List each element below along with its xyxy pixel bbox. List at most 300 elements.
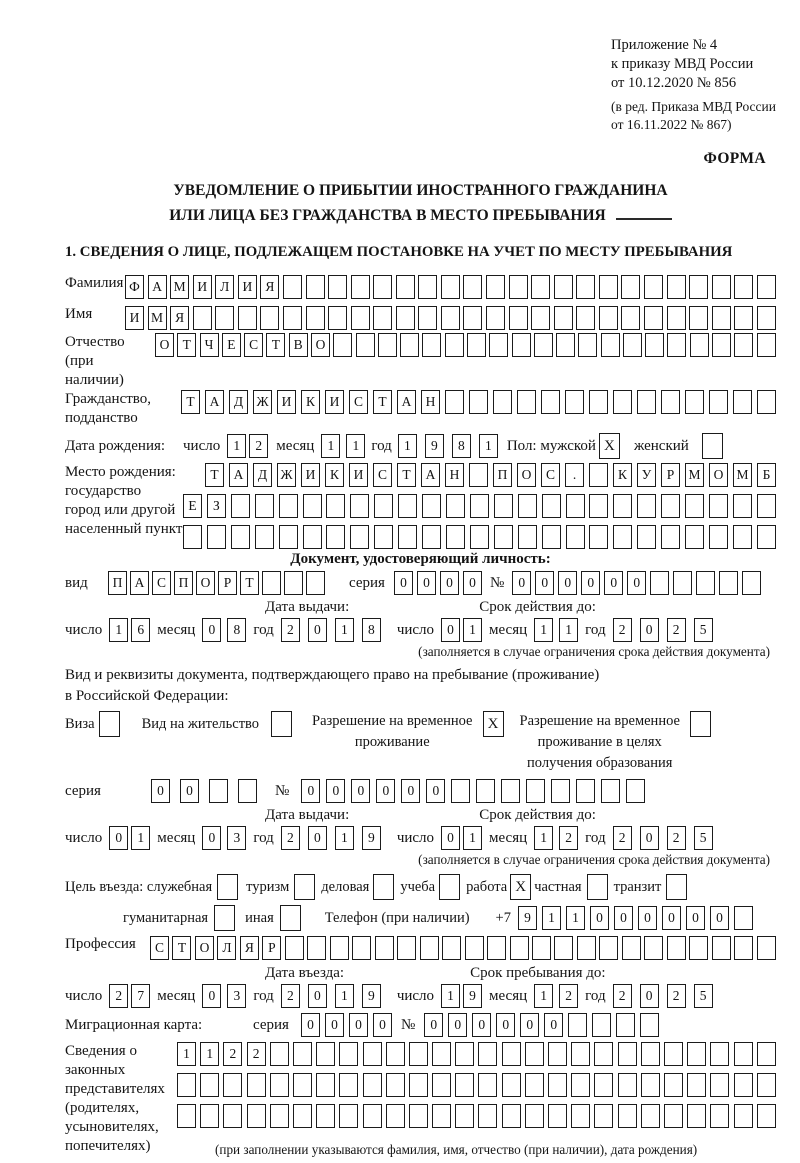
form-cell[interactable] xyxy=(757,1042,776,1066)
form-cell[interactable] xyxy=(667,936,686,960)
form-cell[interactable] xyxy=(650,571,669,595)
form-cell[interactable] xyxy=(526,779,545,803)
form-cell[interactable] xyxy=(565,390,584,414)
form-cell[interactable]: 1 xyxy=(534,826,553,850)
form-cell[interactable] xyxy=(548,1042,567,1066)
checkbox-cell[interactable] xyxy=(587,874,608,900)
purpose-official-checkbox[interactable] xyxy=(217,874,238,900)
form-cell[interactable]: 0 xyxy=(325,1013,344,1037)
form-cell[interactable]: 0 xyxy=(463,571,482,595)
form-cell[interactable] xyxy=(262,571,281,595)
form-cell[interactable]: 0 xyxy=(448,1013,467,1037)
form-cell[interactable]: 0 xyxy=(202,984,221,1008)
form-cell[interactable] xyxy=(330,936,349,960)
form-cell[interactable]: З xyxy=(207,494,226,518)
form-cell[interactable] xyxy=(641,1104,660,1128)
form-cell[interactable]: 2 xyxy=(281,984,300,1008)
form-cell[interactable]: С xyxy=(244,333,263,357)
checkbox-cell[interactable] xyxy=(271,711,292,737)
form-cell[interactable] xyxy=(398,494,417,518)
form-cell[interactable] xyxy=(512,333,531,357)
sex-male-checkbox[interactable] xyxy=(599,433,620,459)
form-cell[interactable]: 0 xyxy=(535,571,554,595)
form-cell[interactable] xyxy=(279,525,298,549)
form-cell[interactable] xyxy=(623,333,642,357)
form-cell[interactable] xyxy=(599,936,618,960)
form-cell[interactable]: Т xyxy=(172,936,191,960)
form-cell[interactable]: 0 xyxy=(326,779,345,803)
form-cell[interactable] xyxy=(446,525,465,549)
form-cell[interactable]: С xyxy=(150,936,169,960)
form-cell[interactable] xyxy=(626,779,645,803)
form-cell[interactable] xyxy=(279,494,298,518)
form-cell[interactable] xyxy=(465,936,484,960)
form-cell[interactable] xyxy=(589,525,608,549)
form-cell[interactable] xyxy=(571,1104,590,1128)
form-cell[interactable] xyxy=(486,306,505,330)
form-cell[interactable] xyxy=(613,390,632,414)
form-cell[interactable] xyxy=(589,390,608,414)
form-cell[interactable]: 0 xyxy=(401,779,420,803)
form-cell[interactable] xyxy=(576,779,595,803)
form-cell[interactable] xyxy=(641,1042,660,1066)
form-cell[interactable]: М xyxy=(685,463,704,487)
form-cell[interactable] xyxy=(306,275,325,299)
form-cell[interactable]: Я xyxy=(170,306,189,330)
form-cell[interactable] xyxy=(687,1073,706,1097)
form-cell[interactable]: 8 xyxy=(227,618,246,642)
form-cell[interactable] xyxy=(400,333,419,357)
form-cell[interactable] xyxy=(599,306,618,330)
form-cell[interactable]: 1 xyxy=(463,826,482,850)
form-cell[interactable]: А xyxy=(130,571,149,595)
form-cell[interactable] xyxy=(469,463,488,487)
form-cell[interactable]: 1 xyxy=(227,434,246,458)
form-cell[interactable]: 0 xyxy=(686,906,705,930)
form-cell[interactable] xyxy=(696,571,715,595)
form-cell[interactable]: 1 xyxy=(200,1042,219,1066)
form-cell[interactable] xyxy=(238,779,257,803)
form-cell[interactable]: Я xyxy=(260,275,279,299)
form-cell[interactable] xyxy=(568,1013,587,1037)
form-cell[interactable] xyxy=(339,1042,358,1066)
form-cell[interactable] xyxy=(719,571,738,595)
form-cell[interactable]: 1 xyxy=(479,434,498,458)
form-cell[interactable] xyxy=(293,1104,312,1128)
form-cell[interactable] xyxy=(469,390,488,414)
form-cell[interactable]: О xyxy=(517,463,536,487)
form-cell[interactable]: 0 xyxy=(394,571,413,595)
form-cell[interactable]: 2 xyxy=(109,984,128,1008)
form-cell[interactable] xyxy=(409,1073,428,1097)
form-cell[interactable] xyxy=(644,936,663,960)
form-cell[interactable]: Ж xyxy=(277,463,296,487)
form-cell[interactable] xyxy=(200,1104,219,1128)
form-cell[interactable]: 0 xyxy=(640,826,659,850)
checkbox-cell[interactable] xyxy=(702,433,723,459)
form-cell[interactable] xyxy=(445,390,464,414)
form-cell[interactable]: Н xyxy=(445,463,464,487)
form-cell[interactable] xyxy=(734,1073,753,1097)
form-cell[interactable]: 1 xyxy=(542,906,561,930)
form-cell[interactable] xyxy=(209,779,228,803)
form-cell[interactable] xyxy=(733,390,752,414)
form-cell[interactable] xyxy=(373,306,392,330)
form-cell[interactable]: 0 xyxy=(373,1013,392,1037)
form-cell[interactable] xyxy=(422,494,441,518)
form-cell[interactable]: 1 xyxy=(346,434,365,458)
form-cell[interactable]: У xyxy=(637,463,656,487)
form-cell[interactable] xyxy=(356,333,375,357)
form-cell[interactable]: 7 xyxy=(131,984,150,1008)
form-cell[interactable]: Д xyxy=(253,463,272,487)
form-cell[interactable] xyxy=(375,936,394,960)
form-cell[interactable]: 5 xyxy=(694,984,713,1008)
form-cell[interactable] xyxy=(601,333,620,357)
form-cell[interactable] xyxy=(664,1042,683,1066)
form-cell[interactable]: 0 xyxy=(301,1013,320,1037)
form-cell[interactable]: 1 xyxy=(534,984,553,1008)
form-cell[interactable] xyxy=(183,525,202,549)
form-cell[interactable]: И xyxy=(193,275,212,299)
form-cell[interactable] xyxy=(255,494,274,518)
checkbox-cell[interactable] xyxy=(690,711,711,737)
form-cell[interactable]: Л xyxy=(215,275,234,299)
form-cell[interactable]: 0 xyxy=(627,571,646,595)
form-cell[interactable]: 2 xyxy=(247,1042,266,1066)
form-cell[interactable]: 2 xyxy=(613,618,632,642)
purpose-tourism-checkbox[interactable] xyxy=(294,874,315,900)
form-cell[interactable]: 5 xyxy=(694,826,713,850)
form-cell[interactable] xyxy=(534,333,553,357)
form-cell[interactable] xyxy=(339,1104,358,1128)
form-cell[interactable] xyxy=(525,1042,544,1066)
form-cell[interactable] xyxy=(270,1104,289,1128)
form-cell[interactable] xyxy=(709,390,728,414)
form-cell[interactable] xyxy=(733,494,752,518)
form-cell[interactable] xyxy=(396,275,415,299)
purpose-transit-checkbox[interactable] xyxy=(666,874,687,900)
form-cell[interactable] xyxy=(667,306,686,330)
checkbox-cell[interactable] xyxy=(217,874,238,900)
form-cell[interactable] xyxy=(478,1042,497,1066)
form-cell[interactable] xyxy=(398,525,417,549)
form-cell[interactable]: 0 xyxy=(662,906,681,930)
form-cell[interactable]: О xyxy=(709,463,728,487)
form-cell[interactable]: 1 xyxy=(335,984,354,1008)
form-cell[interactable] xyxy=(621,306,640,330)
form-cell[interactable] xyxy=(177,1104,196,1128)
form-cell[interactable] xyxy=(193,306,212,330)
form-cell[interactable]: 0 xyxy=(349,1013,368,1037)
form-cell[interactable] xyxy=(554,936,573,960)
form-cell[interactable]: 2 xyxy=(249,434,268,458)
form-cell[interactable]: 0 xyxy=(440,571,459,595)
form-cell[interactable] xyxy=(577,936,596,960)
form-cell[interactable] xyxy=(525,1104,544,1128)
form-cell[interactable] xyxy=(351,275,370,299)
form-cell[interactable] xyxy=(463,306,482,330)
form-cell[interactable] xyxy=(396,306,415,330)
form-cell[interactable] xyxy=(757,525,776,549)
form-cell[interactable] xyxy=(734,906,753,930)
form-cell[interactable] xyxy=(238,306,257,330)
form-cell[interactable] xyxy=(494,525,513,549)
form-cell[interactable] xyxy=(532,936,551,960)
checkbox-cell[interactable]: X xyxy=(483,711,504,737)
form-cell[interactable] xyxy=(510,936,529,960)
form-cell[interactable] xyxy=(566,525,585,549)
form-cell[interactable] xyxy=(551,779,570,803)
form-cell[interactable] xyxy=(316,1073,335,1097)
form-cell[interactable] xyxy=(493,390,512,414)
form-cell[interactable] xyxy=(326,525,345,549)
form-cell[interactable] xyxy=(640,1013,659,1037)
form-cell[interactable] xyxy=(422,525,441,549)
form-cell[interactable] xyxy=(326,494,345,518)
form-cell[interactable] xyxy=(255,525,274,549)
form-cell[interactable] xyxy=(467,333,486,357)
form-cell[interactable] xyxy=(285,936,304,960)
temp-permit-checkbox[interactable] xyxy=(483,711,504,737)
form-cell[interactable] xyxy=(270,1073,289,1097)
form-cell[interactable]: И xyxy=(238,275,257,299)
form-cell[interactable]: 2 xyxy=(613,984,632,1008)
form-cell[interactable] xyxy=(556,333,575,357)
purpose-work-checkbox[interactable] xyxy=(510,874,531,900)
form-cell[interactable]: И xyxy=(125,306,144,330)
form-cell[interactable] xyxy=(667,333,686,357)
form-cell[interactable]: 1 xyxy=(566,906,585,930)
form-cell[interactable] xyxy=(689,936,708,960)
form-cell[interactable] xyxy=(687,1104,706,1128)
form-cell[interactable] xyxy=(589,494,608,518)
form-cell[interactable]: 0 xyxy=(308,826,327,850)
form-cell[interactable]: 0 xyxy=(544,1013,563,1037)
form-cell[interactable] xyxy=(223,1104,242,1128)
form-cell[interactable] xyxy=(594,1104,613,1128)
form-cell[interactable]: 6 xyxy=(131,618,150,642)
form-cell[interactable] xyxy=(339,1073,358,1097)
form-cell[interactable] xyxy=(432,1042,451,1066)
form-cell[interactable] xyxy=(374,494,393,518)
checkbox-cell[interactable]: X xyxy=(510,874,531,900)
form-cell[interactable]: К xyxy=(325,463,344,487)
form-cell[interactable]: 0 xyxy=(441,618,460,642)
form-cell[interactable]: 0 xyxy=(301,779,320,803)
form-cell[interactable] xyxy=(284,571,303,595)
form-cell[interactable]: Т xyxy=(181,390,200,414)
form-cell[interactable] xyxy=(599,275,618,299)
form-cell[interactable]: 0 xyxy=(109,826,128,850)
form-cell[interactable]: 1 xyxy=(441,984,460,1008)
sex-female-checkbox[interactable] xyxy=(702,433,723,459)
form-cell[interactable]: 8 xyxy=(362,618,381,642)
form-cell[interactable] xyxy=(685,525,704,549)
form-cell[interactable] xyxy=(386,1042,405,1066)
form-cell[interactable] xyxy=(757,1073,776,1097)
form-cell[interactable] xyxy=(316,1104,335,1128)
form-cell[interactable] xyxy=(541,390,560,414)
form-cell[interactable]: 0 xyxy=(441,826,460,850)
form-cell[interactable] xyxy=(207,525,226,549)
form-cell[interactable] xyxy=(709,525,728,549)
form-cell[interactable]: 1 xyxy=(321,434,340,458)
form-cell[interactable] xyxy=(548,1073,567,1097)
form-cell[interactable]: 2 xyxy=(223,1042,242,1066)
form-cell[interactable] xyxy=(517,390,536,414)
form-cell[interactable] xyxy=(733,525,752,549)
form-cell[interactable] xyxy=(734,275,753,299)
form-cell[interactable] xyxy=(757,494,776,518)
form-cell[interactable] xyxy=(494,494,513,518)
form-cell[interactable]: 0 xyxy=(638,906,657,930)
form-cell[interactable] xyxy=(576,275,595,299)
form-cell[interactable]: 9 xyxy=(362,826,381,850)
form-cell[interactable] xyxy=(518,494,537,518)
form-cell[interactable] xyxy=(618,1073,637,1097)
form-cell[interactable]: 0 xyxy=(581,571,600,595)
form-cell[interactable]: 2 xyxy=(281,826,300,850)
form-cell[interactable]: И xyxy=(325,390,344,414)
form-cell[interactable]: 2 xyxy=(667,618,686,642)
form-cell[interactable]: 2 xyxy=(559,984,578,1008)
form-cell[interactable] xyxy=(542,494,561,518)
form-cell[interactable]: Ф xyxy=(125,275,144,299)
form-cell[interactable] xyxy=(757,333,776,357)
form-cell[interactable] xyxy=(455,1073,474,1097)
form-cell[interactable] xyxy=(420,936,439,960)
form-cell[interactable]: А xyxy=(229,463,248,487)
form-cell[interactable] xyxy=(685,494,704,518)
form-cell[interactable] xyxy=(260,306,279,330)
form-cell[interactable] xyxy=(478,1073,497,1097)
form-cell[interactable] xyxy=(363,1073,382,1097)
form-cell[interactable] xyxy=(378,333,397,357)
form-cell[interactable] xyxy=(531,306,550,330)
form-cell[interactable] xyxy=(712,333,731,357)
form-cell[interactable]: И xyxy=(277,390,296,414)
form-cell[interactable] xyxy=(542,525,561,549)
form-cell[interactable]: 9 xyxy=(362,984,381,1008)
form-cell[interactable] xyxy=(351,306,370,330)
form-cell[interactable]: 1 xyxy=(398,434,417,458)
form-cell[interactable] xyxy=(270,1042,289,1066)
form-cell[interactable]: И xyxy=(301,463,320,487)
form-cell[interactable] xyxy=(548,1104,567,1128)
form-cell[interactable]: 0 xyxy=(376,779,395,803)
form-cell[interactable] xyxy=(422,333,441,357)
form-cell[interactable]: 0 xyxy=(424,1013,443,1037)
form-cell[interactable] xyxy=(594,1042,613,1066)
form-cell[interactable] xyxy=(293,1042,312,1066)
form-cell[interactable] xyxy=(501,779,520,803)
form-cell[interactable]: П xyxy=(174,571,193,595)
form-cell[interactable] xyxy=(742,571,761,595)
form-cell[interactable] xyxy=(554,306,573,330)
title-blank-line[interactable] xyxy=(616,218,672,220)
form-cell[interactable] xyxy=(502,1073,521,1097)
form-cell[interactable] xyxy=(442,936,461,960)
checkbox-cell[interactable] xyxy=(214,905,235,931)
checkbox-cell[interactable] xyxy=(99,711,120,737)
form-cell[interactable] xyxy=(616,1013,635,1037)
form-cell[interactable]: 0 xyxy=(590,906,609,930)
form-cell[interactable]: 9 xyxy=(518,906,537,930)
form-cell[interactable] xyxy=(247,1104,266,1128)
purpose-private-checkbox[interactable] xyxy=(587,874,608,900)
form-cell[interactable]: 1 xyxy=(335,618,354,642)
form-cell[interactable] xyxy=(306,571,325,595)
form-cell[interactable]: 9 xyxy=(463,984,482,1008)
form-cell[interactable]: А xyxy=(205,390,224,414)
form-cell[interactable] xyxy=(328,306,347,330)
form-cell[interactable] xyxy=(215,306,234,330)
form-cell[interactable] xyxy=(685,390,704,414)
form-cell[interactable] xyxy=(386,1073,405,1097)
form-cell[interactable]: О xyxy=(195,936,214,960)
form-cell[interactable]: 0 xyxy=(558,571,577,595)
form-cell[interactable] xyxy=(409,1104,428,1128)
form-cell[interactable]: 0 xyxy=(520,1013,539,1037)
form-cell[interactable] xyxy=(518,525,537,549)
form-cell[interactable] xyxy=(689,275,708,299)
form-cell[interactable]: 0 xyxy=(604,571,623,595)
form-cell[interactable] xyxy=(710,1073,729,1097)
form-cell[interactable] xyxy=(502,1042,521,1066)
form-cell[interactable] xyxy=(645,333,664,357)
form-cell[interactable]: 3 xyxy=(227,984,246,1008)
temp-permit-edu-checkbox[interactable] xyxy=(690,711,711,737)
checkbox-cell[interactable] xyxy=(280,905,301,931)
form-cell[interactable]: Б xyxy=(757,463,776,487)
form-cell[interactable] xyxy=(757,390,776,414)
form-cell[interactable] xyxy=(637,390,656,414)
form-cell[interactable] xyxy=(283,275,302,299)
form-cell[interactable] xyxy=(710,1104,729,1128)
form-cell[interactable] xyxy=(734,1042,753,1066)
form-cell[interactable] xyxy=(418,275,437,299)
form-cell[interactable] xyxy=(247,1073,266,1097)
form-cell[interactable] xyxy=(690,333,709,357)
form-cell[interactable]: Ж xyxy=(253,390,272,414)
form-cell[interactable] xyxy=(333,333,352,357)
form-cell[interactable]: Е xyxy=(183,494,202,518)
checkbox-cell[interactable] xyxy=(294,874,315,900)
form-cell[interactable] xyxy=(644,275,663,299)
form-cell[interactable] xyxy=(566,494,585,518)
checkbox-cell[interactable] xyxy=(666,874,687,900)
form-cell[interactable] xyxy=(397,936,416,960)
form-cell[interactable]: 0 xyxy=(426,779,445,803)
form-cell[interactable] xyxy=(689,306,708,330)
form-cell[interactable] xyxy=(673,571,692,595)
form-cell[interactable]: Р xyxy=(661,463,680,487)
form-cell[interactable]: О xyxy=(311,333,330,357)
form-cell[interactable]: 2 xyxy=(559,826,578,850)
form-cell[interactable]: А xyxy=(148,275,167,299)
form-cell[interactable]: 0 xyxy=(308,984,327,1008)
form-cell[interactable] xyxy=(502,1104,521,1128)
form-cell[interactable]: Е xyxy=(222,333,241,357)
form-cell[interactable]: 1 xyxy=(335,826,354,850)
form-cell[interactable] xyxy=(712,306,731,330)
form-cell[interactable] xyxy=(374,525,393,549)
form-cell[interactable] xyxy=(463,275,482,299)
checkbox-cell[interactable] xyxy=(439,874,460,900)
form-cell[interactable] xyxy=(455,1042,474,1066)
form-cell[interactable] xyxy=(470,494,489,518)
